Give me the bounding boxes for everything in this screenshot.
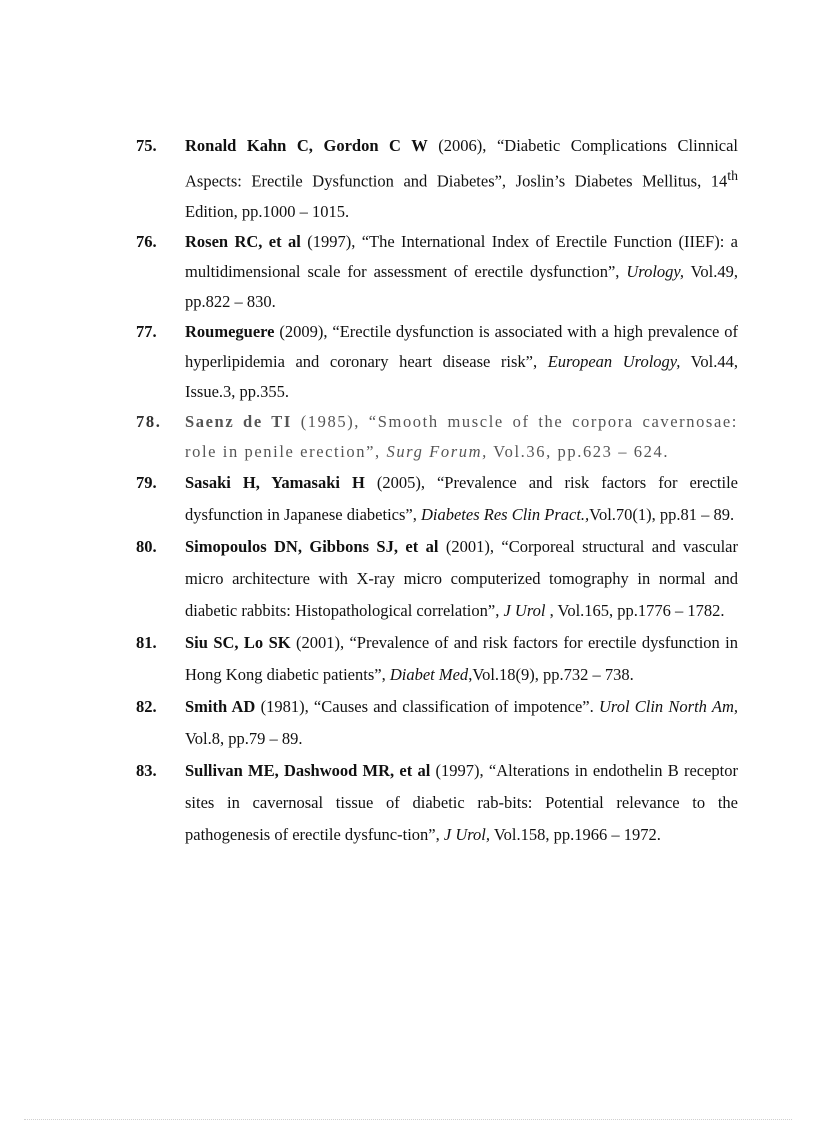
reference-journal: Urology,	[626, 261, 684, 281]
reference-number: 82.	[136, 696, 157, 716]
reference-item-80	[136, 531, 738, 627]
reference-number: 78.	[136, 411, 162, 431]
reference-text: (2001), “Prevalence of and risk factors for erectile dysfunction in Hong Kong diabetic patients”,	[185, 632, 739, 684]
reference-text: (2009), “Erectile dysfunction is associated with a high prevalence of hyperlipidemia and coronary heart disease risk”,	[185, 321, 738, 371]
reference-authors: Ronald Kahn C, Gordon C W	[185, 136, 428, 155]
reference-item-78	[136, 407, 738, 467]
reference-authors: Roumeguere	[185, 321, 275, 341]
reference-item-81	[136, 627, 738, 691]
reference-source: Vol.44, Issue.3, pp.355.	[185, 351, 739, 401]
ordinal-suffix: th	[727, 168, 738, 183]
reference-journal: J Urol	[503, 600, 546, 620]
reference-authors: Sasaki H, Yamasaki H	[185, 472, 365, 492]
reference-item-79	[136, 467, 738, 531]
reference-source: Vol.158, pp.1966 – 1972.	[490, 824, 661, 844]
reference-authors: Simopoulos DN, Gibbons SJ, et al	[185, 536, 439, 556]
reference-source: , Vol.165, pp.1776 – 1782.	[545, 600, 725, 620]
reference-authors: Siu SC, Lo SK	[185, 632, 291, 652]
reference-text: (2005), “Prevalence and risk factors for erectile dysfunction in Japanese diabetics”,	[185, 472, 738, 524]
reference-item-75	[136, 131, 738, 227]
reference-journal: J Urol,	[443, 824, 491, 844]
reference-authors: Smith AD	[185, 696, 256, 716]
reference-text: (2001), “Corporeal structural and vascular micro architecture with X-ray micro computerized tomography in normal and diabetic rabbits: Histopathological correlation”,	[185, 536, 738, 620]
reference-text: (2006), “Diabetic Complications Clinnical Aspects: Erectile Dysfunction and Diabetes”, Joslin’s Diabetes Mellitus, 14	[185, 136, 739, 191]
reference-list	[136, 131, 738, 851]
reference-journal: European Urology,	[547, 351, 681, 371]
reference-text: (1985), “Smooth muscle of the corpora cavernosae: role in penile erection”,	[185, 411, 738, 461]
reference-number: 76.	[136, 231, 157, 251]
reference-journal: Surg Forum,	[386, 441, 488, 461]
reference-item-82	[136, 691, 738, 755]
reference-journal: Urol Clin North Am,	[598, 696, 738, 716]
reference-authors: Rosen RC, et al	[185, 231, 301, 251]
reference-source: Vol.8, pp.79 – 89.	[185, 728, 303, 748]
reference-number: 77.	[136, 321, 157, 341]
reference-item-77	[136, 317, 738, 407]
reference-number: 79.	[136, 472, 157, 492]
reference-journal: Diabetes Res Clin Pract.,	[420, 504, 590, 524]
reference-authors: Saenz de TI	[185, 411, 292, 431]
reference-item-83	[136, 755, 738, 851]
reference-item-76	[136, 227, 738, 317]
reference-authors: Sullivan ME, Dashwood MR, et al	[185, 760, 431, 780]
page-bottom-divider	[24, 1119, 792, 1120]
reference-source: ,Vol.18(9), pp.732 – 738.	[468, 664, 634, 684]
reference-source: Vol.49, pp.822 – 830.	[185, 261, 738, 311]
reference-journal: Diabet Med	[389, 664, 469, 684]
reference-number: 80.	[136, 536, 157, 556]
reference-number: 81.	[136, 632, 157, 652]
reference-text: (1997), “Alterations in endothelin B receptor sites in cavernosal tissue of diabetic rab-bits: Potential relevance to the pathogenesis of erectile dysfunc-tion”,	[185, 760, 738, 844]
reference-source: Edition, pp.1000 – 1015.	[185, 201, 350, 221]
reference-number: 83.	[136, 760, 157, 780]
reference-source: Vol.36, pp.623 – 624.	[487, 441, 670, 461]
reference-text: (1981), “Causes and classification of impotence”.	[255, 696, 599, 716]
reference-text: (1997), “The International Index of Erectile Function (IIEF): a multidimensional scale for assessment of erectile dysfunction”,	[185, 231, 738, 281]
reference-source: Vol.70(1), pp.81 – 89.	[589, 504, 735, 524]
reference-number: 75.	[136, 136, 157, 155]
